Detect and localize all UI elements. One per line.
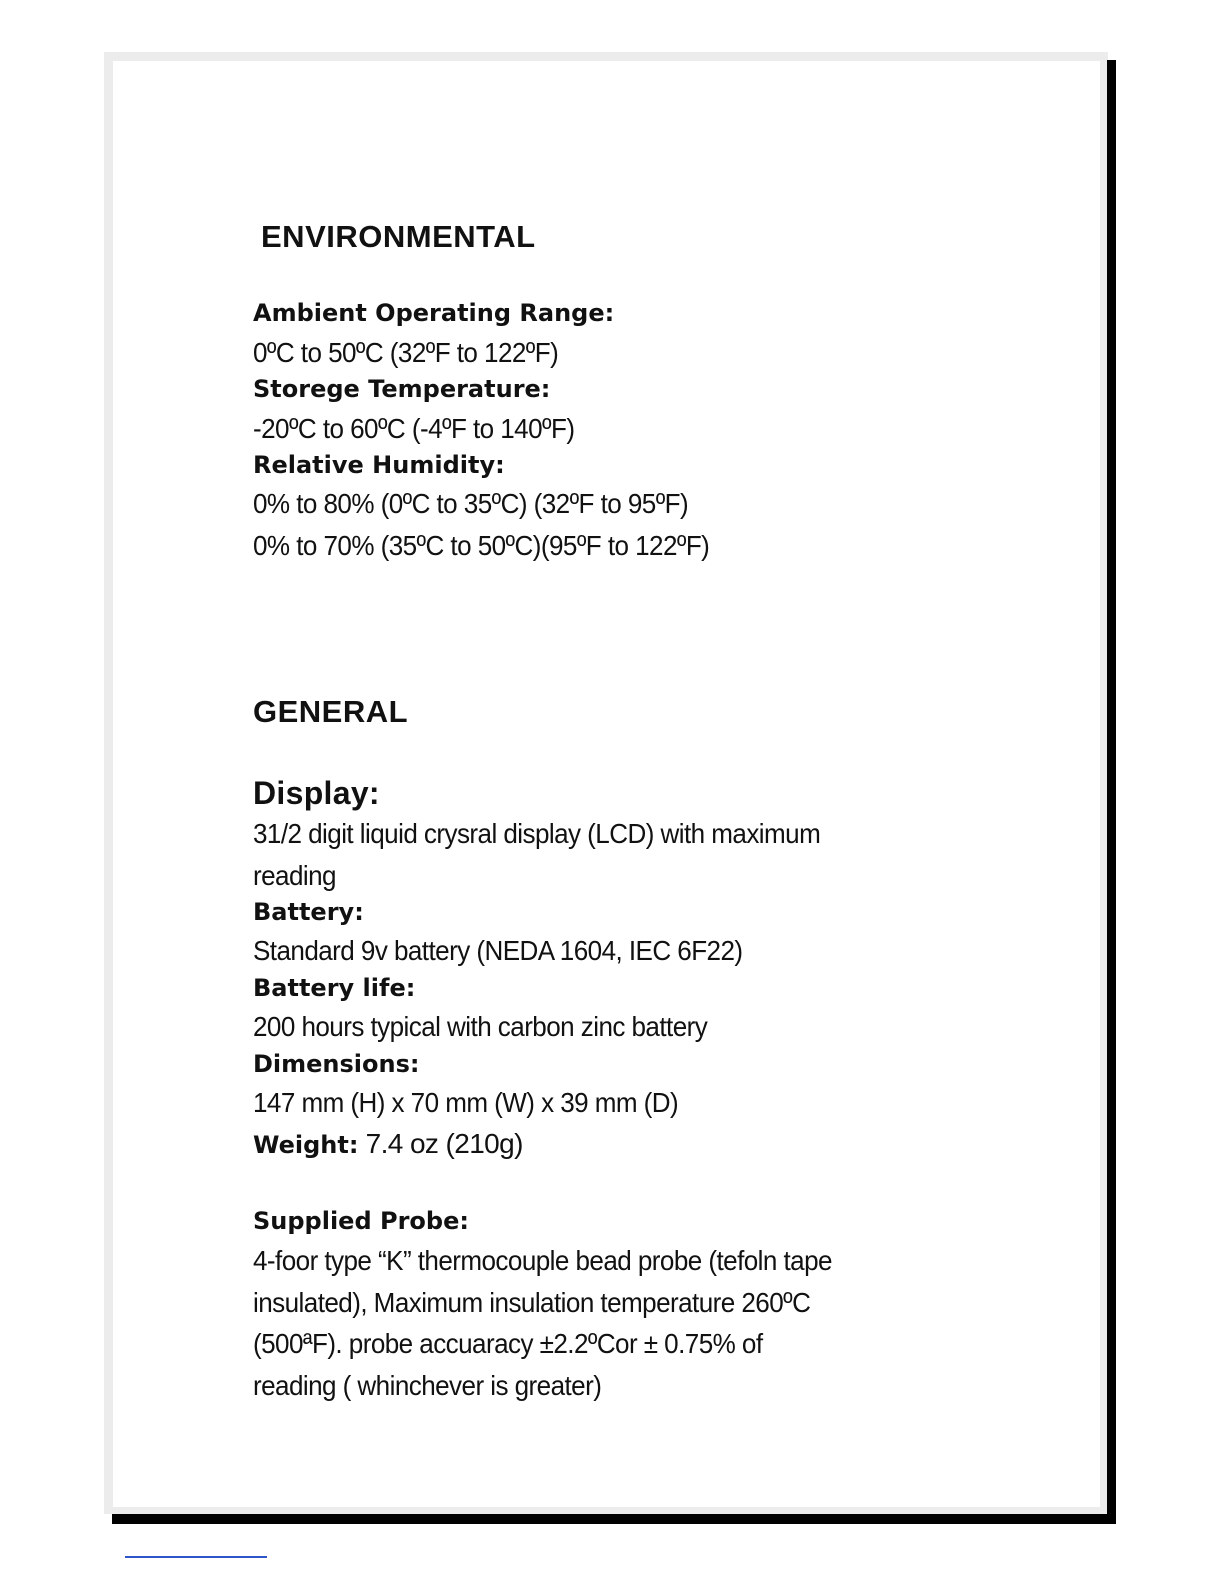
display-value-line-1: 31/2 digit liquid crysral display (LCD) with maximum <box>253 818 821 849</box>
relative-humidity-value-1: 0% to 80% (0ºC to 35ºC) (32ºF to 95ºF) <box>253 488 689 519</box>
relative-humidity-value-2: 0% to 70% (35ºC to 50ºC)(95ºF to 122ºF) <box>253 530 710 561</box>
environmental-heading: ENVIRONMENTAL <box>261 219 536 254</box>
supplied-probe-label: Supplied Probe: <box>253 1207 469 1235</box>
page-shadow-right <box>1107 60 1116 1524</box>
relative-humidity-label: Relative Humidity: <box>253 451 505 479</box>
weight-label: Weight: <box>253 1131 359 1159</box>
ambient-range-value: 0ºC to 50ºC (32ºF to 122ºF) <box>253 337 559 368</box>
battery-label: Battery: <box>253 898 364 926</box>
battery-life-label: Battery life: <box>253 974 416 1002</box>
display-value-line-2: reading <box>253 860 336 891</box>
battery-value: Standard 9v battery (NEDA 1604, IEC 6F22) <box>253 935 743 966</box>
supplied-probe-value-line-1: 4-foor type “K” thermocouple bead probe (tefoln tape <box>253 1245 832 1276</box>
battery-life-value: 200 hours typical with carbon zinc battery <box>253 1011 708 1042</box>
footnote-rule <box>125 1556 267 1558</box>
dimensions-value: 147 mm (H) x 70 mm (W) x 39 mm (D) <box>253 1087 679 1118</box>
general-heading: GENERAL <box>253 694 409 729</box>
dimensions-label: Dimensions: <box>253 1050 420 1078</box>
weight-line <box>253 1128 523 1160</box>
supplied-probe-value-line-3: (500ªF). probe accuaracy ±2.2ºCor ± 0.75% of <box>253 1328 763 1359</box>
page-shadow-bottom <box>112 1514 1116 1524</box>
supplied-probe-value-line-2: insulated), Maximum insulation temperature 260ºC <box>253 1287 811 1318</box>
ambient-range-label: Ambient Operating Range: <box>253 299 615 327</box>
storage-temperature-label: Storege Temperature: <box>253 375 551 403</box>
display-label: Display: <box>253 775 380 811</box>
storage-temperature-value: -20ºC to 60ºC (-4ºF to 140ºF) <box>253 413 575 444</box>
supplied-probe-value-line-4: reading ( whinchever is greater) <box>253 1370 602 1401</box>
weight-value: 7.4 oz (210g) <box>358 1128 523 1159</box>
